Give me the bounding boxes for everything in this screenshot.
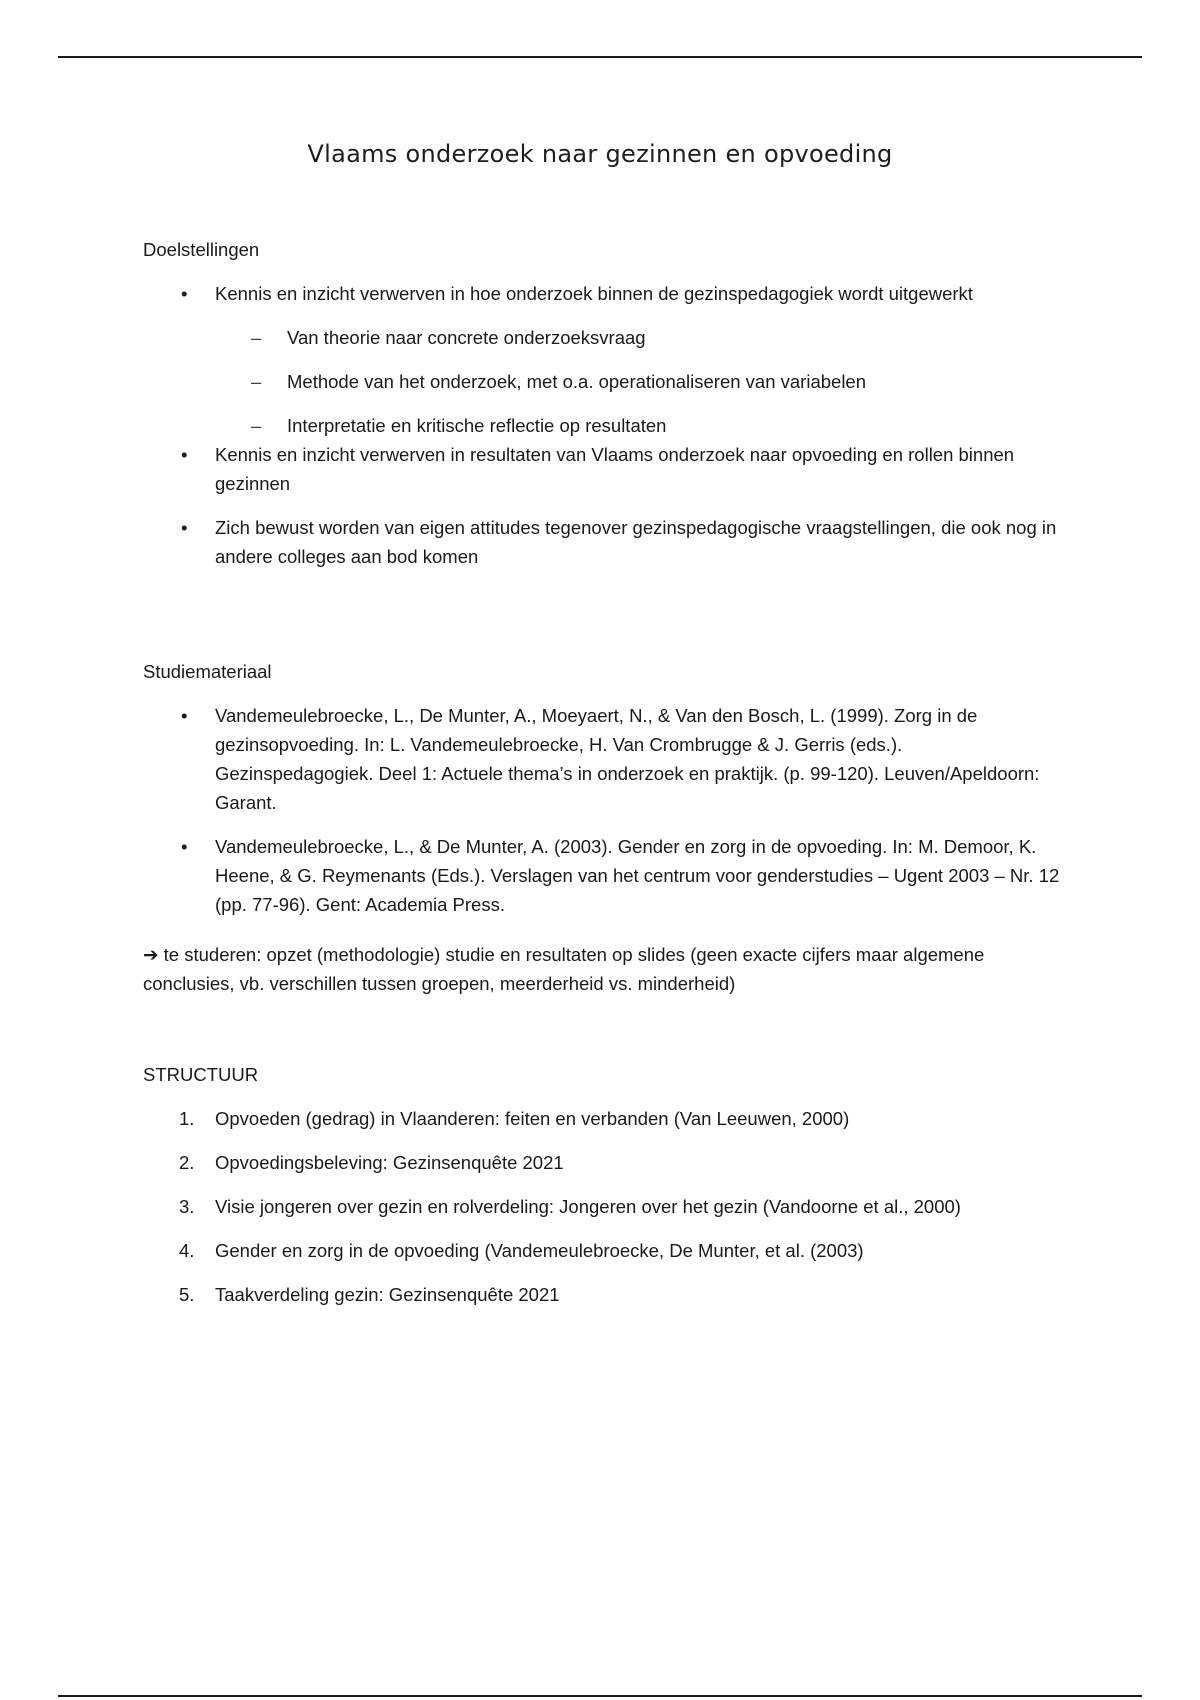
list-item-text: Gender en zorg in de opvoeding (Vandemeulebroecke, De Munter, et al. (2003) [215, 1240, 864, 1261]
number-marker: 4. [179, 1240, 195, 1261]
dash-marker: – [251, 415, 262, 436]
bullet-marker: • [181, 705, 188, 726]
list-item [143, 440, 1063, 498]
bottom-rule [58, 1695, 1142, 1697]
list-item-text: Taakverdeling gezin: Gezinsenquête 2021 [215, 1284, 560, 1305]
list-item-text: Visie jongeren over gezin en rolverdeling: Jongeren over het gezin (Vandoorne et al., 2000) [215, 1196, 961, 1217]
list-item [143, 832, 1063, 919]
list-item [143, 1192, 1063, 1221]
list-item [143, 1280, 1063, 1309]
bullet-marker: • [181, 517, 188, 538]
page-title: Vlaams onderzoek naar gezinnen en opvoeding [307, 140, 893, 168]
sub-list-item-text: Methode van het onderzoek, met o.a. operationaliseren van variabelen [287, 371, 867, 392]
study-note [143, 940, 1043, 998]
list-item-text: Vandemeulebroecke, L., De Munter, A., Moeyaert, N., & Van den Bosch, L. (1999). Zorg in de gezinsopvoeding. In: L. Vandemeulebroecke, H. Van Crombrugge & J. Gerris (eds.). Gezinspedagogiek. Deel 1: Actuele thema’s in onderzoek en praktijk. (p. 99-120). Leuven/Apeldoorn: Garant. [215, 705, 1040, 813]
bullet-marker: • [181, 444, 188, 465]
doelstellingen-list [143, 279, 1063, 586]
structuur-list [143, 1104, 1063, 1324]
list-item [143, 701, 1063, 817]
top-rule [58, 56, 1142, 58]
sub-list [215, 323, 1063, 440]
list-item-text: Opvoedingsbeleving: Gezinsenquête 2021 [215, 1152, 564, 1173]
number-marker: 1. [179, 1108, 195, 1129]
list-item [143, 513, 1063, 571]
studiemateriaal-heading: Studiemateriaal [143, 661, 272, 682]
sub-list-item [215, 323, 1063, 352]
list-item [143, 1148, 1063, 1177]
sub-list-item [215, 411, 1063, 440]
list-item-text: Kennis en inzicht verwerven in resultaten van Vlaams onderzoek naar opvoeding en rollen binnen gezinnen [215, 444, 1015, 494]
structuur-heading: STRUCTUUR [143, 1064, 259, 1085]
list-item-text: Opvoeden (gedrag) in Vlaanderen: feiten en verbanden (Van Leeuwen, 2000) [215, 1108, 850, 1129]
doelstellingen-heading: Doelstellingen [143, 239, 260, 260]
arrow-right-icon: ➔ [143, 944, 159, 965]
sub-list-item-text: Van theorie naar concrete onderzoeksvraag [287, 327, 646, 348]
sub-list-item [215, 367, 1063, 396]
list-item-text: Kennis en inzicht verwerven in hoe onderzoek binnen de gezinspedagogiek wordt uitgewerkt [215, 283, 973, 304]
list-item [143, 1236, 1063, 1265]
dash-marker: – [251, 371, 262, 392]
study-note-text: te studeren: opzet (methodologie) studie en resultaten op slides (geen exacte cijfers maar algemene conclusies, vb. verschillen tussen groepen, meerderheid vs. minderheid) [143, 944, 985, 994]
bullet-marker: • [181, 283, 188, 304]
list-item-text: Vandemeulebroecke, L., & De Munter, A. (2003). Gender en zorg in de opvoeding. In: M. Demoor, K. Heene, & G. Reymenants (Eds.). Verslagen van het centrum voor genderstudies – Ugent 2003 – Nr. 12 (pp. 77-96). Gent: Academia Press. [215, 836, 1060, 915]
list-item-text: Zich bewust worden van eigen attitudes tegenover gezinspedagogische vraagstellingen, die ook nog in andere colleges aan bod komen [215, 517, 1057, 567]
bullet-marker: • [181, 836, 188, 857]
number-marker: 5. [179, 1284, 195, 1305]
number-marker: 2. [179, 1152, 195, 1173]
list-item [143, 279, 1063, 440]
studiemateriaal-list [143, 701, 1063, 934]
dash-marker: – [251, 327, 262, 348]
list-item [143, 1104, 1063, 1133]
number-marker: 3. [179, 1196, 195, 1217]
sub-list-item-text: Interpretatie en kritische reflectie op resultaten [287, 415, 667, 436]
